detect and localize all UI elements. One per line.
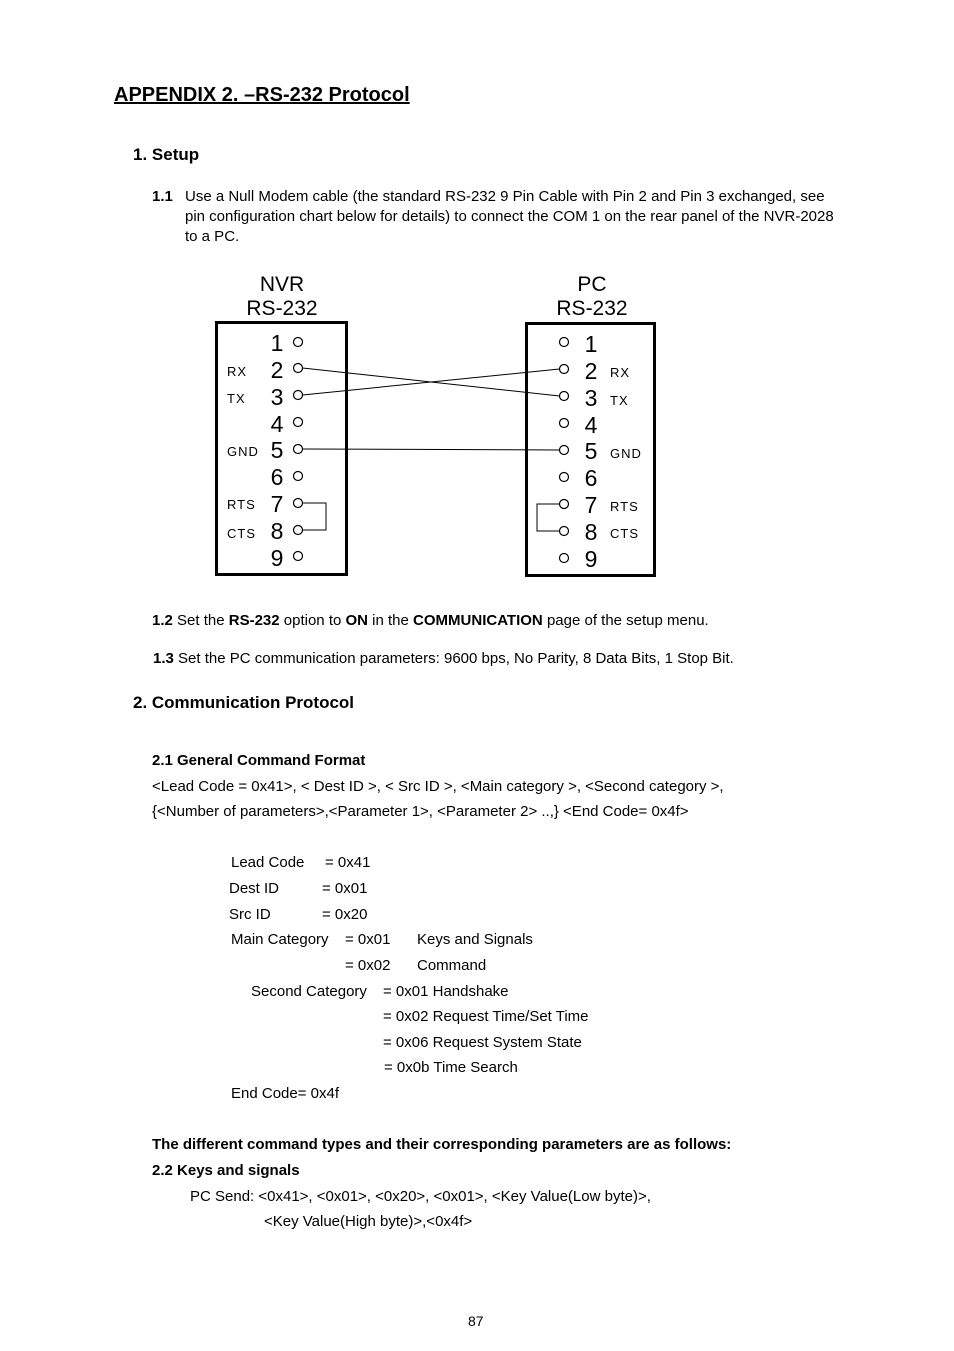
- nvr-pin-4: 4: [270, 411, 284, 437]
- second-category-item: = 0x01 Handshake: [383, 983, 509, 1000]
- pc-title: PC: [577, 273, 607, 296]
- nvr-pin-6: 6: [270, 464, 284, 490]
- nvr-pin-circle: [294, 391, 303, 400]
- nvr-pin-8: 8: [270, 518, 284, 544]
- dest-id-value: = 0x01: [322, 880, 368, 897]
- pc-pin-9: 9: [584, 546, 598, 572]
- option-name: RS-232: [228, 612, 280, 629]
- pc-send-line-2: <Key Value(High byte)>,<0x4f>: [264, 1213, 473, 1230]
- nvr-pin-circle: [294, 418, 303, 427]
- keys-signals-heading: 2.2 Keys and signals: [152, 1162, 300, 1179]
- page-number: 87: [468, 1313, 484, 1329]
- pc-pin-circle: [560, 473, 569, 482]
- pc-pin-circle: [560, 500, 569, 509]
- step-text: Set the: [177, 612, 225, 629]
- second-category-item: = 0x02 Request Time/Set Time: [383, 1008, 589, 1025]
- pc-signal-gnd: GND: [610, 446, 642, 461]
- setup-step-1-3: [153, 649, 734, 669]
- nvr-signal-cts: CTS: [227, 526, 256, 541]
- pc-pin-4: 4: [584, 412, 598, 438]
- dest-id-label: Dest ID: [229, 880, 280, 897]
- pc-send-line-1: PC Send: <0x41>, <0x01>, <0x20>, <0x01>, <Key Value(Low byte)>,: [190, 1188, 651, 1205]
- lead-code-label: Lead Code: [231, 854, 305, 871]
- pc-pins: [585, 331, 598, 572]
- step-text: option to: [283, 612, 342, 629]
- second-category-label: Second Category: [251, 983, 367, 1000]
- second-category-item: = 0x0b Time Search: [384, 1059, 518, 1076]
- page-title: APPENDIX 2. –RS-232 Protocol: [114, 84, 410, 106]
- setup-heading: 1. Setup: [133, 145, 200, 164]
- nvr-signal-labels: [227, 364, 259, 541]
- pc-pin-circle: [560, 527, 569, 536]
- pc-pin-circle: [560, 338, 569, 347]
- step-text: in the: [372, 612, 409, 629]
- step-text: Use a Null Modem cable (the standard RS-232 9 Pin Cable with Pin 2 and Pin 3 exchanged, see pin configuration chart below for details) to connect the COM 1 on the rear panel of the NVR-2028 to a PC.: [185, 188, 834, 245]
- nvr-pin-circle: [294, 472, 303, 481]
- nvr-signal-tx: TX: [227, 391, 246, 406]
- pc-signal-tx: TX: [610, 393, 629, 408]
- pc-subtitle: RS-232: [556, 297, 628, 320]
- main-category-desc-1: Keys and Signals: [417, 931, 533, 948]
- pc-pin-circle: [560, 392, 569, 401]
- src-id-label: Src ID: [229, 906, 271, 923]
- nvr-rts-cts-loopback: [303, 503, 327, 530]
- pc-pin-2: 2: [584, 358, 598, 384]
- src-id-value: = 0x20: [322, 906, 368, 923]
- option-value: ON: [345, 612, 368, 629]
- nvr-signal-rts: RTS: [227, 497, 256, 512]
- lead-code-value: = 0x41: [325, 854, 371, 871]
- pc-signal-labels: [610, 365, 642, 541]
- wiring: [303, 368, 560, 531]
- format-line-2: {<Number of parameters>,<Parameter 1>, <Parameter 2> ..,} <End Code= 0x4f>: [152, 803, 689, 820]
- nvr-pin-circle: [294, 338, 303, 347]
- pc-pin-1: 1: [584, 331, 598, 357]
- nvr-pin-circles: [294, 338, 303, 561]
- nvr-pin-3: 3: [270, 384, 284, 410]
- step-text: page of the setup menu.: [546, 612, 709, 629]
- pc-signal-rx: RX: [610, 365, 631, 380]
- main-category-desc-2: Command: [417, 957, 487, 974]
- nvr-pin-1: 1: [270, 330, 284, 356]
- step-number: 1.2: [152, 612, 173, 629]
- command-types-note: The different command types and their corresponding parameters are as follows:: [152, 1136, 732, 1153]
- main-category-value-1: = 0x01: [345, 931, 391, 948]
- setup-step-1-2: [152, 611, 709, 631]
- pc-pin-circle: [560, 446, 569, 455]
- nvr-pin-5: 5: [270, 437, 284, 463]
- nvr-pin-9: 9: [270, 545, 284, 571]
- step-number: 1.1: [152, 188, 173, 205]
- pc-pin-8: 8: [584, 519, 598, 545]
- main-category-label: Main Category: [231, 931, 329, 948]
- wire-gnd: [303, 449, 560, 450]
- pc-rts-cts-loopback: [537, 504, 560, 531]
- nvr-pins: [271, 330, 284, 571]
- nvr-pin-circle: [294, 364, 303, 373]
- nvr-title: NVR: [259, 273, 305, 296]
- nvr-pin-7: 7: [270, 491, 284, 517]
- null-modem-pin-diagram: [0, 260, 954, 590]
- pc-signal-rts: RTS: [610, 499, 639, 514]
- comm-heading: 2. Communication Protocol: [133, 693, 355, 712]
- nvr-pin-circle: [294, 445, 303, 454]
- pc-pin-circles: [560, 338, 569, 563]
- menu-page-name: COMMUNICATION: [413, 612, 543, 629]
- pc-pin-3: 3: [584, 385, 598, 411]
- wire-tx-to-rx: [303, 369, 560, 395]
- pc-pin-circle: [560, 419, 569, 428]
- general-format-heading: 2.1 General Command Format: [152, 752, 366, 769]
- pc-pin-circle: [560, 365, 569, 374]
- nvr-pin-2: 2: [270, 357, 284, 383]
- step-number: 1.3: [153, 650, 174, 667]
- nvr-pin-circle: [294, 499, 303, 508]
- nvr-subtitle: RS-232: [246, 297, 318, 320]
- nvr-pin-circle: [294, 526, 303, 535]
- nvr-signal-gnd: GND: [227, 444, 259, 459]
- nvr-signal-rx: RX: [227, 364, 248, 379]
- nvr-pin-circle: [294, 552, 303, 561]
- format-line-1: <Lead Code = 0x41>, < Dest ID >, < Src ID >, <Main category >, <Second category >,: [152, 778, 724, 795]
- end-code: End Code= 0x4f: [231, 1085, 339, 1102]
- main-category-value-2: = 0x02: [345, 957, 391, 974]
- second-category-item: = 0x06 Request System State: [383, 1034, 582, 1051]
- pc-pin-5: 5: [584, 438, 598, 464]
- pc-pin-circle: [560, 554, 569, 563]
- pc-pin-7: 7: [584, 492, 598, 518]
- step-text: Set the PC communication parameters: 9600 bps, No Parity, 8 Data Bits, 1 Stop Bit.: [178, 650, 734, 667]
- pc-signal-cts: CTS: [610, 526, 639, 541]
- pc-pin-6: 6: [584, 465, 598, 491]
